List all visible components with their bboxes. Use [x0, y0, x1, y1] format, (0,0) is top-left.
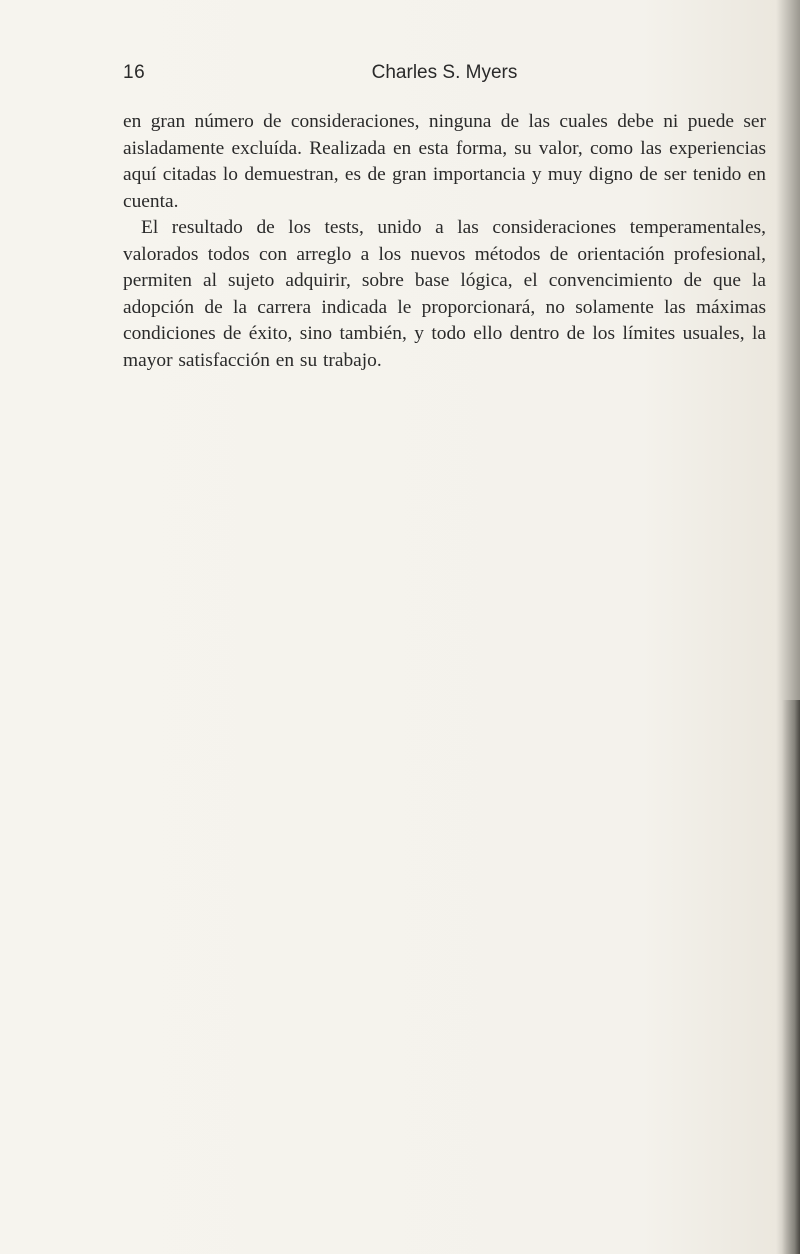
paragraph-1: en gran número de consideraciones, ninguna de las cuales debe ni puede ser aisladamente excluída. Realizada en esta forma, su valor, como las experiencias aquí citadas lo demuestran, es de gran importancia y muy digno de ser tenido en cuenta. [123, 111, 766, 212]
page-edge-shadow [782, 700, 800, 1254]
page-number: 16 [123, 62, 146, 83]
page-header [123, 62, 766, 92]
body-text [123, 109, 766, 374]
paragraph-2: El resultado de los tests, unido a las consideraciones temperamentales, valorados todos con arreglo a los nuevos métodos de orientación profesional, permiten al sujeto adquirir, sobre base lógica, el convencimiento de que la adopción de la carrera indicada le proporcionará, no solamente las máximas condiciones de éxito, sino también, y todo ello dentro de los límites usuales, la mayor satisfacción en su trabajo. [123, 217, 766, 371]
running-head-author: Charles S. Myers [371, 62, 518, 83]
